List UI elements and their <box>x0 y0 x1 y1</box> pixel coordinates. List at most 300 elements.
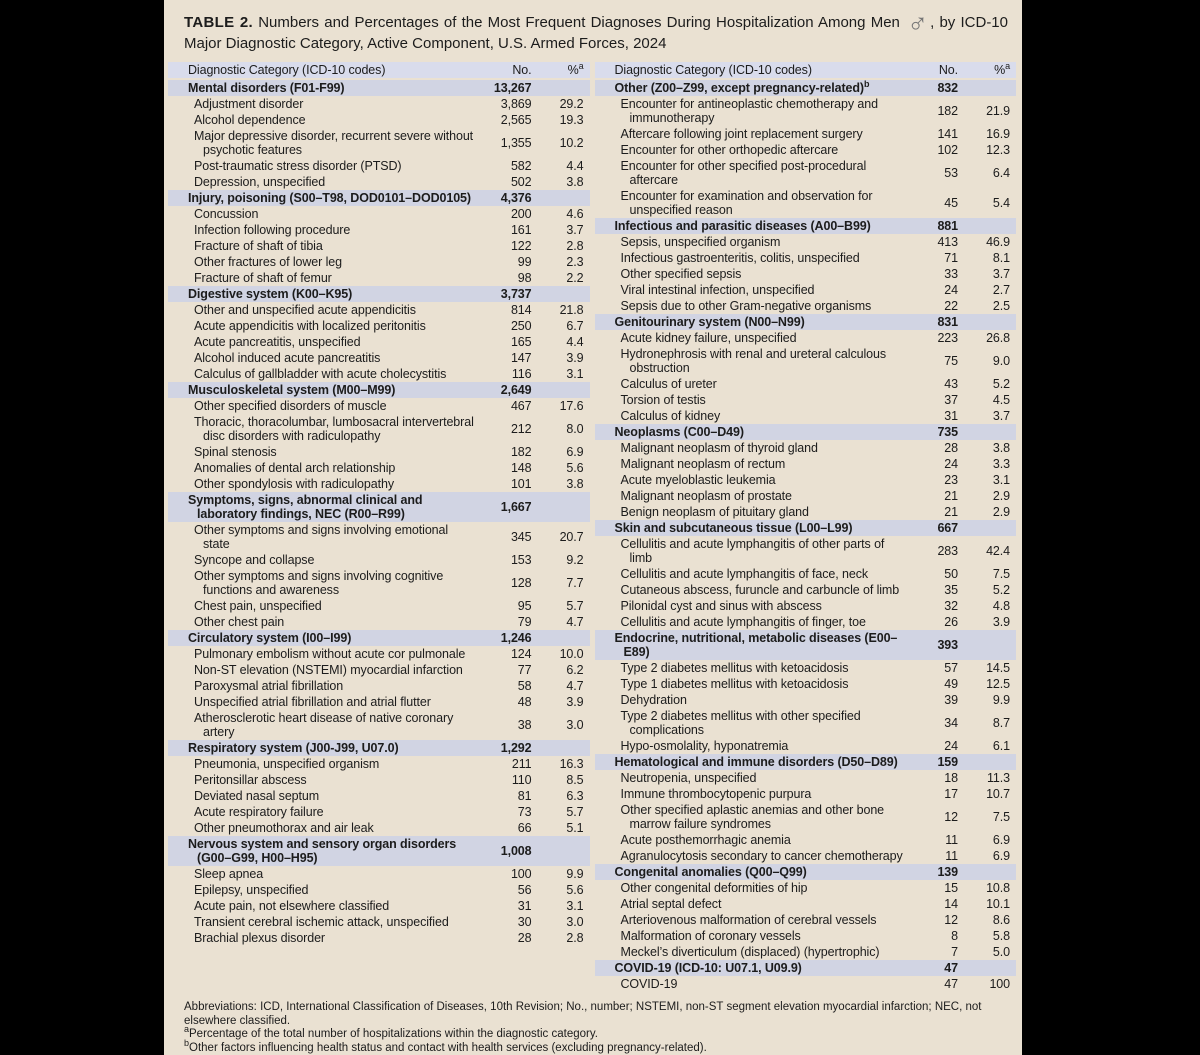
category-row <box>168 190 590 206</box>
percent-value: 3.8 <box>566 477 584 491</box>
count-value: 11 <box>945 849 958 863</box>
diagnosis-row <box>595 692 1017 708</box>
diagnosis-row <box>168 444 590 460</box>
percent-value: 100 <box>989 977 1010 991</box>
diagnosis-row <box>168 174 590 190</box>
count-value: 165 <box>510 335 532 349</box>
count-value: 147 <box>510 351 532 365</box>
diagnosis-row <box>168 238 590 254</box>
diagnosis-label: Arteriovenous malformation of cerebral vessels <box>620 913 877 927</box>
count-value: 1,246 <box>500 631 532 645</box>
percent-value: 12.3 <box>986 143 1010 157</box>
count-value: 75 <box>944 354 958 368</box>
percent-value: 2.8 <box>566 931 584 945</box>
percent-value: 5.2 <box>992 377 1010 391</box>
count-value: 22 <box>944 299 958 313</box>
diagnosis-row <box>595 488 1017 504</box>
diagnosis-row <box>595 770 1017 786</box>
count-value: 124 <box>510 647 532 661</box>
diagnosis-row <box>168 788 590 804</box>
diagnosis-label: Genitourinary system (N00–N99) <box>614 315 805 329</box>
diagnosis-label: Cellulitis and acute lymphangitis of other parts of limb <box>620 537 885 565</box>
diagnosis-label: Non-ST elevation (NSTEMI) myocardial infarction <box>194 663 463 677</box>
diagnosis-label: Type 1 diabetes mellitus with ketoacidosis <box>620 677 849 691</box>
diagnosis-label: Sepsis, unspecified organism <box>620 235 781 249</box>
percent-value: 3.7 <box>992 267 1010 281</box>
percent-value: 3.9 <box>566 351 584 365</box>
count-value: 102 <box>937 143 958 157</box>
percent-value: 10.7 <box>986 787 1010 801</box>
count-value: 182 <box>937 104 958 118</box>
count-value: 502 <box>510 175 532 189</box>
diagnosis-row <box>595 708 1017 738</box>
footnotes <box>164 992 1022 1055</box>
diagnosis-table-right <box>595 62 1017 992</box>
diagnosis-row <box>595 912 1017 928</box>
count-value: 98 <box>517 271 532 285</box>
count-value: 345 <box>510 530 532 544</box>
diagnosis-row <box>595 96 1017 126</box>
diagnosis-label: Encounter for examination and observation for unspecified reason <box>620 189 873 217</box>
diagnosis-label: Deviated nasal septum <box>194 789 320 803</box>
diagnosis-row <box>595 614 1017 630</box>
diagnosis-label: Nervous system and sensory organ disorders (G00–G99, H00–H95) <box>188 837 457 865</box>
diagnosis-row <box>168 414 590 444</box>
count-value: 832 <box>937 81 958 95</box>
percent-value: 2.8 <box>566 239 584 253</box>
footnote-a: $^a$Percentage of the total number of hospitalizations within the diagnostic category. <box>184 1024 598 1040</box>
percent-value: 4.4 <box>566 335 584 349</box>
diagnosis-label: Fracture of shaft of tibia <box>194 239 323 253</box>
count-value: 71 <box>944 251 958 265</box>
diagnosis-label: Other and unspecified acute appendicitis <box>194 303 416 317</box>
table-number-label: TABLE 2. <box>184 14 253 31</box>
category-row <box>595 960 1017 976</box>
diagnosis-row <box>168 678 590 694</box>
count-value: 3,869 <box>500 97 532 111</box>
diagnosis-label: Neutropenia, unspecified <box>620 771 757 785</box>
percent-value: 4.4 <box>566 159 584 173</box>
count-value: 47 <box>944 961 958 975</box>
table-title-text-continued: , by ICD-10 Major Diagnostic Category, Active Component, U.S. Armed Forces, 2024 <box>184 14 1008 52</box>
category-row <box>595 754 1017 770</box>
diagnosis-label: Cellulitis and acute lymphangitis of finger, toe <box>620 615 866 629</box>
diagnosis-label: Acute respiratory failure <box>194 805 324 819</box>
diagnosis-row <box>168 694 590 710</box>
percent-value: 7.5 <box>992 567 1010 581</box>
diagnosis-row <box>595 456 1017 472</box>
diagnosis-row <box>168 598 590 614</box>
diagnosis-label: Malformation of coronary vessels <box>620 929 801 943</box>
count-value: 128 <box>510 576 532 590</box>
diagnosis-row <box>168 398 590 414</box>
diagnosis-row <box>168 646 590 662</box>
count-value: 14 <box>944 897 958 911</box>
table-title-text: Numbers and Percentages of the Most Frequent Diagnoses During Hospitalization Among Men <box>258 14 900 31</box>
category-row <box>168 80 590 96</box>
percent-value: 2.9 <box>992 489 1010 503</box>
percent-value: 3.0 <box>566 718 584 732</box>
count-value: 4,376 <box>500 191 532 205</box>
percent-value: 3.7 <box>566 223 584 237</box>
count-value: 283 <box>937 544 958 558</box>
percent-value: 6.9 <box>992 833 1010 847</box>
percent-value: 5.2 <box>992 583 1010 597</box>
percent-value: 10.1 <box>986 897 1010 911</box>
diagnosis-row <box>168 866 590 882</box>
diagnosis-label: Other (Z00–Z99, except pregnancy-related)$^b$ <box>614 78 870 95</box>
diagnosis-label: Fracture of shaft of femur <box>194 271 332 285</box>
diagnosis-label: Alcohol dependence <box>194 113 306 127</box>
column-header-pct: %$^a$ <box>994 60 1010 77</box>
percent-value: 6.1 <box>992 739 1010 753</box>
diagnosis-label: Anomalies of dental arch relationship <box>194 461 396 475</box>
percent-value: 21.9 <box>986 104 1010 118</box>
category-row <box>595 314 1017 330</box>
diagnosis-label: Malignant neoplasm of thyroid gland <box>620 441 818 455</box>
diagnosis-label: Chest pain, unspecified <box>194 599 322 613</box>
percent-value: 5.4 <box>992 196 1010 210</box>
diagnosis-row <box>595 158 1017 188</box>
count-value: 1,667 <box>500 500 532 514</box>
count-value: 38 <box>517 718 532 732</box>
diagnosis-row <box>595 330 1017 346</box>
category-row <box>595 630 1017 660</box>
diagnosis-row <box>168 614 590 630</box>
diagnosis-label: Congenital anomalies (Q00–Q99) <box>614 865 807 879</box>
count-value: 250 <box>510 319 532 333</box>
percent-value: 2.7 <box>992 283 1010 297</box>
diagnosis-row <box>168 804 590 820</box>
percent-value: 3.8 <box>992 441 1010 455</box>
diagnosis-label: Meckel’s diverticulum (displaced) (hypertrophic) <box>620 945 880 959</box>
count-value: 148 <box>510 461 532 475</box>
count-value: 667 <box>937 521 958 535</box>
percent-value: 6.3 <box>566 789 584 803</box>
diagnosis-label: Torsion of testis <box>620 393 706 407</box>
percent-value: 5.8 <box>992 929 1010 943</box>
diagnosis-label: Acute kidney failure, unspecified <box>620 331 797 345</box>
percent-value: 6.9 <box>566 445 584 459</box>
diagnosis-label: Atrial septal defect <box>620 897 722 911</box>
count-value: 21 <box>944 489 958 503</box>
count-value: 45 <box>944 196 958 210</box>
diagnosis-row <box>595 880 1017 896</box>
percent-value: 4.6 <box>566 207 584 221</box>
percent-value: 6.4 <box>992 166 1010 180</box>
percent-value: 11.3 <box>986 771 1010 785</box>
category-row <box>595 80 1017 96</box>
diagnosis-label: Hematological and immune disorders (D50–D89) <box>614 755 898 769</box>
diagnosis-row <box>168 206 590 222</box>
percent-value: 16.9 <box>986 127 1010 141</box>
diagnosis-label: Aftercare following joint replacement surgery <box>620 127 863 141</box>
diagnosis-label: Cutaneous abscess, furuncle and carbuncle of limb <box>620 583 900 597</box>
diagnosis-row <box>168 552 590 568</box>
count-value: 2,565 <box>500 113 532 127</box>
count-value: 161 <box>510 223 532 237</box>
count-value: 831 <box>937 315 958 329</box>
diagnosis-label: Calculus of ureter <box>620 377 717 391</box>
percent-value: 14.5 <box>986 661 1010 675</box>
count-value: 53 <box>944 166 958 180</box>
diagnosis-row <box>168 112 590 128</box>
diagnosis-row <box>168 882 590 898</box>
diagnosis-row <box>595 786 1017 802</box>
count-value: 34 <box>944 716 958 730</box>
diagnosis-row <box>595 598 1017 614</box>
category-row <box>595 864 1017 880</box>
percent-value: 2.5 <box>992 299 1010 313</box>
percent-value: 3.9 <box>992 615 1010 629</box>
count-value: 101 <box>510 477 532 491</box>
diagnosis-label: Circulatory system (I00–I99) <box>188 631 352 645</box>
diagnosis-label: Endocrine, nutritional, metabolic diseases (E00–E89) <box>614 631 898 659</box>
column-header-pct: %$^a$ <box>567 60 584 77</box>
diagnosis-row <box>595 234 1017 250</box>
count-value: 99 <box>517 255 532 269</box>
diagnosis-label: Pneumonia, unspecified organism <box>194 757 380 771</box>
category-row <box>168 286 590 302</box>
count-value: 17 <box>944 787 958 801</box>
count-value: 24 <box>944 457 958 471</box>
diagnosis-label: Other specified sepsis <box>620 267 742 281</box>
diagnosis-row <box>595 126 1017 142</box>
diagnosis-label: Infectious gastroenteritis, colitis, unspecified <box>620 251 860 265</box>
count-value: 159 <box>937 755 958 769</box>
diagnosis-label: Dehydration <box>620 693 687 707</box>
percent-value: 7.7 <box>566 576 584 590</box>
category-row <box>595 424 1017 440</box>
count-value: 735 <box>937 425 958 439</box>
diagnosis-row <box>168 476 590 492</box>
percent-value: 8.5 <box>566 773 584 787</box>
diagnosis-label: Unspecified atrial fibrillation and atrial flutter <box>194 695 431 709</box>
diagnosis-label: Hydronephrosis with renal and ureteral calculous obstruction <box>620 347 886 375</box>
diagnosis-row <box>595 738 1017 754</box>
count-value: 24 <box>944 283 958 297</box>
diagnosis-label: Pilonidal cyst and sinus with abscess <box>620 599 822 613</box>
diagnosis-label: COVID-19 <box>620 977 678 991</box>
percent-value: 4.7 <box>566 615 584 629</box>
count-value: 139 <box>937 865 958 879</box>
count-value: 211 <box>511 757 532 771</box>
percent-value: 4.8 <box>992 599 1010 613</box>
diagnosis-row <box>595 392 1017 408</box>
diagnosis-label: Respiratory system (J00-J99, U07.0) <box>188 741 399 755</box>
count-value: 66 <box>517 821 532 835</box>
diagnosis-label: Atherosclerotic heart disease of native coronary artery <box>194 711 454 739</box>
count-value: 393 <box>937 638 958 652</box>
diagnosis-label: Epilepsy, unspecified <box>194 883 309 897</box>
diagnosis-row <box>168 158 590 174</box>
count-value: 1,355 <box>500 136 532 150</box>
diagnosis-row <box>168 350 590 366</box>
percent-value: 3.1 <box>992 473 1010 487</box>
percent-value: 16.3 <box>559 757 584 771</box>
diagnosis-row <box>168 334 590 350</box>
column-header-row <box>168 62 590 80</box>
diagnosis-label: Acute posthemorrhagic anemia <box>620 833 791 847</box>
diagnosis-label: Malignant neoplasm of rectum <box>620 457 786 471</box>
diagnosis-row <box>595 188 1017 218</box>
category-row <box>595 218 1017 234</box>
count-value: 43 <box>944 377 958 391</box>
percent-value: 2.2 <box>566 271 584 285</box>
diagnosis-row <box>168 568 590 598</box>
diagnosis-row <box>595 472 1017 488</box>
diagnosis-label: Immune thrombocytopenic purpura <box>620 787 812 801</box>
diagnosis-label: Hypo-osmolality, hyponatremia <box>620 739 789 753</box>
diagnosis-label: Adjustment disorder <box>194 97 304 111</box>
diagnosis-row <box>168 318 590 334</box>
count-value: 12 <box>944 810 958 824</box>
diagnosis-row <box>168 522 590 552</box>
percent-value: 5.6 <box>566 461 584 475</box>
diagnosis-label: Benign neoplasm of pituitary gland <box>620 505 809 519</box>
count-value: 31 <box>517 899 532 913</box>
diagnosis-label: Other congenital deformities of hip <box>620 881 808 895</box>
diagnosis-label: Syncope and collapse <box>194 553 315 567</box>
diagnosis-label: Brachial plexus disorder <box>194 931 325 945</box>
diagnosis-label: Post-traumatic stress disorder (PTSD) <box>194 159 402 173</box>
diagnosis-label: Acute appendicitis with localized peritonitis <box>194 319 426 333</box>
percent-value: 2.3 <box>566 255 584 269</box>
count-value: 81 <box>517 789 532 803</box>
count-value: 223 <box>937 331 958 345</box>
category-row <box>168 492 590 522</box>
diagnosis-label: Type 2 diabetes mellitus with other specified complications <box>620 709 861 737</box>
diagnosis-row <box>168 756 590 772</box>
diagnosis-label: Acute pancreatitis, unspecified <box>194 335 361 349</box>
diagnosis-label: Paroxysmal atrial fibrillation <box>194 679 344 693</box>
percent-value: 5.0 <box>992 945 1010 959</box>
percent-value: 46.9 <box>986 235 1010 249</box>
percent-value: 6.9 <box>992 849 1010 863</box>
category-row <box>595 520 1017 536</box>
count-value: 32 <box>944 599 958 613</box>
percent-value: 21.8 <box>559 303 584 317</box>
percent-value: 12.5 <box>986 677 1010 691</box>
percent-value: 42.4 <box>986 544 1010 558</box>
diagnosis-label: Encounter for antineoplastic chemotherapy and immunotherapy <box>620 97 878 125</box>
diagnosis-row <box>168 460 590 476</box>
diagnosis-label: Concussion <box>194 207 259 221</box>
diagnosis-label: Calculus of gallbladder with acute cholecystitis <box>194 367 447 381</box>
count-value: 21 <box>944 505 958 519</box>
diagnosis-row <box>595 266 1017 282</box>
diagnosis-row <box>168 820 590 836</box>
diagnosis-label: COVID-19 (ICD-10: U07.1, U09.9) <box>614 961 802 975</box>
count-value: 73 <box>517 805 532 819</box>
diagnosis-row <box>168 96 590 112</box>
diagnosis-row <box>595 896 1017 912</box>
diagnosis-label: Encounter for other orthopedic aftercare <box>620 143 839 157</box>
count-value: 30 <box>517 915 532 929</box>
percent-value: 10.8 <box>986 881 1010 895</box>
diagnosis-label: Agranulocytosis secondary to cancer chemotherapy <box>620 849 903 863</box>
diagnosis-label: Major depressive disorder, recurrent severe without psychotic features <box>194 129 474 157</box>
percent-value: 3.0 <box>566 915 584 929</box>
percent-value: 10.0 <box>559 647 584 661</box>
count-value: 57 <box>944 661 958 675</box>
count-value: 18 <box>944 771 958 785</box>
count-value: 48 <box>517 695 532 709</box>
diagnosis-row <box>595 660 1017 676</box>
percent-value: 26.8 <box>986 331 1010 345</box>
diagnosis-label: Acute pain, not elsewhere classified <box>194 899 390 913</box>
category-row <box>168 382 590 398</box>
footnote-abbreviations: Abbreviations: ICD, International Classification of Diseases, 10th Revision; No., number; NSTEMI, non-ST segment elevation myocardial infarction; NEC, not elsewhere classified. <box>184 1001 982 1027</box>
diagnosis-label: Other fractures of lower leg <box>194 255 342 269</box>
diagnosis-row <box>168 772 590 788</box>
diagnosis-row <box>168 914 590 930</box>
count-value: 814 <box>510 303 532 317</box>
diagnosis-label: Peritonsillar abscess <box>194 773 307 787</box>
percent-value: 8.0 <box>566 422 584 436</box>
diagnosis-row <box>595 376 1017 392</box>
count-value: 153 <box>510 553 532 567</box>
diagnosis-label: Pulmonary embolism without acute cor pulmonale <box>194 647 466 661</box>
diagnosis-label: Spinal stenosis <box>194 445 277 459</box>
diagnosis-row <box>168 662 590 678</box>
diagnosis-label: Sepsis due to other Gram-negative organisms <box>620 299 872 313</box>
percent-value: 9.0 <box>992 354 1010 368</box>
count-value: 13,267 <box>493 81 532 95</box>
diagnosis-row <box>168 128 590 158</box>
diagnosis-label: Encounter for other specified post-procedural aftercare <box>620 159 867 187</box>
count-value: 100 <box>510 867 532 881</box>
percent-value: 4.5 <box>992 393 1010 407</box>
count-value: 77 <box>517 663 532 677</box>
percent-value: 10.2 <box>559 136 584 150</box>
diagnosis-row <box>595 408 1017 424</box>
diagnosis-label: Thoracic, thoracolumbar, lumbosacral intervertebral disc disorders with radiculopathy <box>194 415 474 443</box>
diagnosis-row <box>595 848 1017 864</box>
percent-value: 5.7 <box>566 599 584 613</box>
diagnosis-label: Cellulitis and acute lymphangitis of face, neck <box>620 567 869 581</box>
percent-value: 8.6 <box>992 913 1010 927</box>
diagnosis-label: Musculoskeletal system (M00–M99) <box>188 383 396 397</box>
category-row <box>168 630 590 646</box>
percent-value: 3.3 <box>992 457 1010 471</box>
count-value: 35 <box>944 583 958 597</box>
diagnosis-label: Viral intestinal infection, unspecified <box>620 283 815 297</box>
diagnosis-row <box>595 566 1017 582</box>
diagnosis-label: Symptoms, signs, abnormal clinical and laboratory findings, NEC (R00–R99) <box>188 493 423 521</box>
count-value: 413 <box>937 235 958 249</box>
diagnosis-label: Digestive system (K00–K95) <box>188 287 353 301</box>
percent-value: 8.7 <box>992 716 1010 730</box>
diagnosis-row <box>595 504 1017 520</box>
diagnosis-row <box>595 802 1017 832</box>
column-header-category: Diagnostic Category (ICD-10 codes) <box>188 63 386 77</box>
diagnosis-label: Skin and subcutaneous tissue (L00–L99) <box>614 521 853 535</box>
percent-value: 20.7 <box>559 530 584 544</box>
diagnosis-row <box>595 976 1017 992</box>
percent-value: 19.3 <box>559 113 584 127</box>
count-value: 24 <box>944 739 958 753</box>
diagnosis-row <box>595 440 1017 456</box>
percent-value: 6.7 <box>566 319 584 333</box>
count-value: 7 <box>951 945 958 959</box>
percent-value: 5.7 <box>566 805 584 819</box>
footnote-b: $^b$Other factors influencing health status and contact with health services (excluding pregnancy-related). <box>184 1037 707 1054</box>
table-title: TABLE 2. Numbers and Percentages of the Most Frequent Diagnoses During Hospitalization Among Men ♂ , by ICD-10 Major Diagnostic Category, Active Component, U.S. Armed Forces, 2024 <box>184 7 1008 52</box>
diagnosis-label: Depression, unspecified <box>194 175 326 189</box>
count-value: 56 <box>517 883 532 897</box>
count-value: 28 <box>517 931 532 945</box>
